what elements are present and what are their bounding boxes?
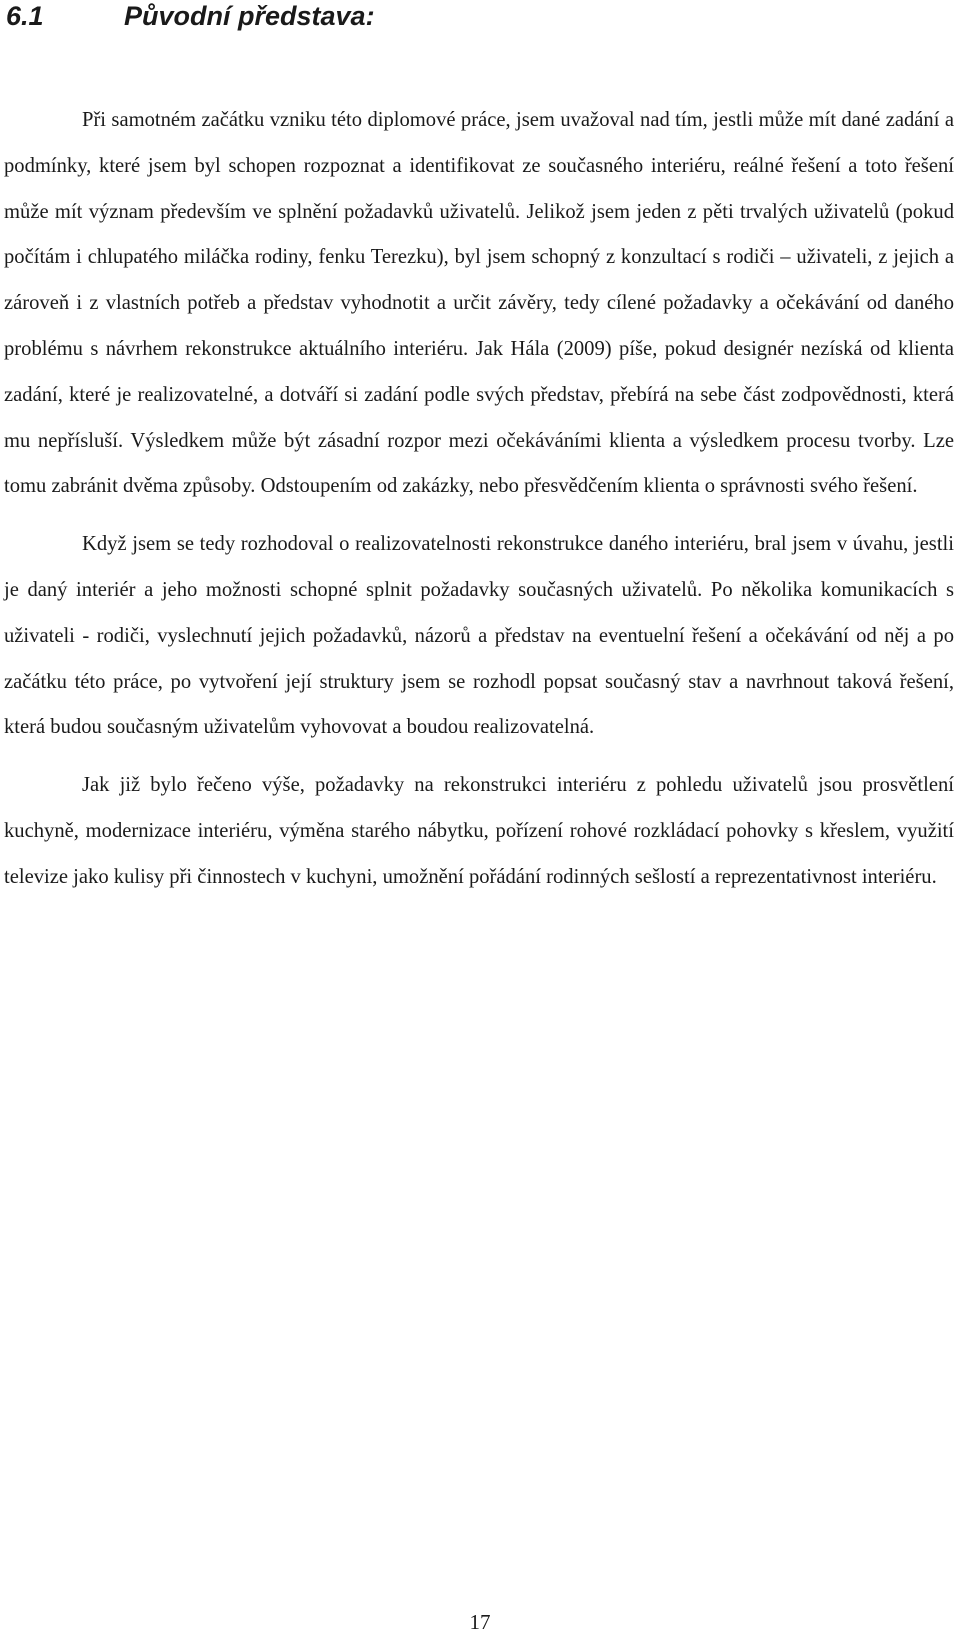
paragraph: Při samotném začátku vzniku této diplomové práce, jsem uvažoval nad tím, jestli může mít dané zadání a podmínky, které jsem byl schopen rozpoznat a identifikovat ze současného interiéru, reálné řešení a toto řešení může mít význam především ve splnění požadavků uživatelů. Jelikož jsem jeden z pěti trvalých uživatelů (pokud počítám i chlupatého miláčka rodiny, fenku Terezku), byl jsem schopný z konzultací s rodiči – uživateli, z jejich a zároveň i z vlastních potřeb a představ vyhodnotit a určit závěry, tedy cílené požadavky a očekávání od daného problému s návrhem rekonstrukce aktuálního interiéru. Jak Hála (2009) píše, pokud designér nezíská od klienta zadání, které je realizovatelné, a dotváří si zadání podle svých představ, přebírá na sebe část zodpovědnosti, která mu nepřísluší. Výsledkem může být zásadní rozpor mezi očekáváními klienta a výsledkem procesu tvorby. Lze tomu zabránit dvěma způsoby. Odstoupením od zakázky, nebo přesvědčením klienta o správnosti svého řešení. (4, 109, 954, 498)
section-number: 6.1 (6, 1, 44, 31)
body-text (4, 98, 954, 913)
section-heading (6, 0, 375, 32)
paragraph: Když jsem se tedy rozhodoval o realizovatelnosti rekonstrukce daného interiéru, bral jsem v úvahu, jestli je daný interiér a jeho možnosti schopné splnit požadavky současných uživatelů. Po několika komunikacích s uživateli - rodiči, vyslechnutí jejich požadavků, názorů a představ na eventuelní řešení a očekávání od něj a po začátku této práce, po vytvoření její struktury jsem se rozhodl popsat současný stav a navrhnout taková řešení, která budou současným uživatelům vyhovovat a boudou realizovatelná. (4, 533, 954, 739)
page-number: 17 (469, 1610, 491, 1634)
paragraph: Jak již bylo řečeno výše, požadavky na rekonstrukci interiéru z pohledu uživatelů jsou prosvětlení kuchyně, modernizace interiéru, výměna starého nábytku, pořízení rohové rozkládací pohovky s křeslem, využití televize jako kulisy při činnostech v kuchyni, umožnění pořádání rodinných sešlostí a reprezentativnost interiéru. (4, 774, 954, 888)
section-title: Původní představa: (124, 1, 375, 31)
